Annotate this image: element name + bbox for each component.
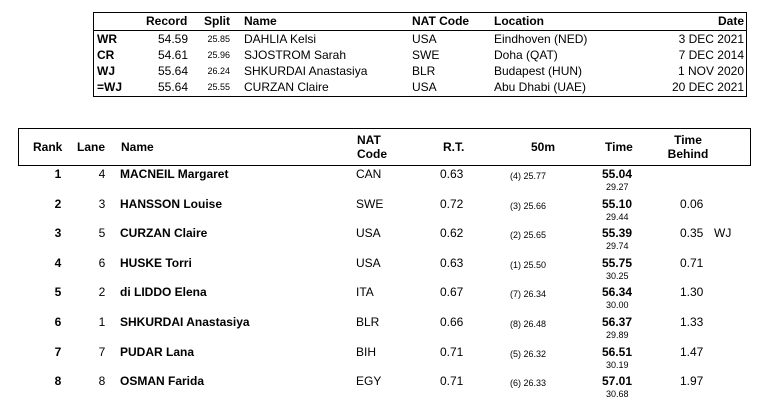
record-row	[94, 63, 746, 79]
record-date: 3 DEC 2021	[678, 32, 744, 46]
result-lane: 2	[98, 285, 106, 300]
result-name: MACNEIL Margaret	[120, 167, 229, 181]
result-note: WJ	[714, 226, 732, 241]
result-split-2: 29.89	[606, 330, 629, 340]
header-rank: Rank	[33, 140, 63, 154]
result-time: 57.01	[602, 374, 633, 389]
header-location: Location	[494, 14, 544, 28]
result-rank: 3	[54, 226, 62, 241]
record-holder: CURZAN Claire	[244, 80, 329, 94]
result-split-2: 29.44	[606, 211, 629, 222]
result-row	[0, 314, 768, 344]
result-time: 55.75	[602, 255, 633, 270]
result-rt: 0.62	[440, 226, 464, 241]
header-nat-code: NAT Code	[412, 14, 470, 28]
result-rank: 8	[54, 374, 62, 389]
result-rt: 0.63	[440, 167, 464, 181]
result-split-2: 30.19	[606, 359, 629, 370]
record-type: CR	[97, 48, 115, 62]
header-record: Record	[146, 14, 188, 28]
result-rt: 0.71	[440, 374, 464, 389]
result-split: (2) 25.65	[510, 230, 547, 241]
result-split: (7) 26.34	[510, 289, 547, 300]
result-lane: 6	[98, 255, 106, 270]
result-time: 56.34	[602, 285, 633, 300]
records-header	[94, 13, 746, 31]
result-nat: USA	[356, 226, 381, 241]
record-split: 25.55	[207, 82, 230, 92]
result-row	[0, 225, 768, 255]
record-time: 55.64	[157, 64, 188, 78]
result-name: OSMAN Farida	[120, 374, 205, 389]
result-lane: 5	[98, 226, 106, 241]
result-nat: USA	[356, 255, 381, 270]
result-behind: 1.47	[680, 344, 704, 359]
record-location: Abu Dhabi (UAE)	[494, 80, 587, 94]
result-rank: 2	[54, 196, 62, 211]
result-split: (8) 26.48	[510, 319, 547, 329]
record-row	[94, 47, 746, 63]
header-name: Name	[121, 140, 154, 154]
result-behind: 0.06	[680, 196, 704, 211]
result-nat: SWE	[356, 196, 384, 211]
result-rank: 6	[54, 315, 62, 329]
record-type: =WJ	[97, 80, 123, 94]
record-type: WJ	[97, 64, 115, 78]
record-type: WR	[97, 32, 117, 46]
result-row	[0, 344, 768, 374]
header-nat: NAT	[357, 133, 381, 147]
result-nat: EGY	[356, 374, 382, 389]
record-nat: USA	[412, 80, 437, 94]
result-row	[0, 255, 768, 285]
record-holder: DAHLIA Kelsi	[244, 32, 317, 46]
header-50m: 50m	[531, 140, 556, 154]
record-location: Doha (QAT)	[494, 48, 558, 62]
result-behind: 1.33	[680, 315, 704, 329]
result-rt: 0.67	[440, 285, 464, 300]
result-lane: 4	[98, 167, 106, 181]
record-date: 7 DEC 2014	[678, 48, 744, 62]
header-date: Date	[717, 14, 744, 28]
record-nat: SWE	[412, 48, 440, 62]
result-nat: BLR	[356, 315, 380, 329]
result-name: HANSSON Louise	[120, 196, 223, 211]
result-lane: 8	[98, 374, 106, 389]
result-split: (5) 26.32	[510, 348, 547, 359]
header-time: Time	[605, 140, 633, 154]
result-time: 56.37	[602, 315, 633, 329]
result-name: PUDAR Lana	[120, 344, 195, 359]
result-name: HUSKE Torri	[120, 255, 192, 270]
result-name: di LIDDO Elena	[120, 285, 207, 300]
records-table	[93, 12, 747, 97]
result-behind: 0.71	[680, 255, 704, 270]
result-lane: 7	[98, 344, 106, 359]
result-split: (4) 25.77	[510, 171, 547, 181]
results-header	[18, 128, 751, 166]
record-nat: USA	[412, 32, 437, 46]
result-lane: 1	[98, 315, 106, 329]
result-split: (6) 26.33	[510, 378, 547, 389]
result-nat: ITA	[356, 285, 374, 300]
result-rt: 0.63	[440, 255, 464, 270]
result-rank: 7	[54, 344, 62, 359]
result-split-2: 29.27	[606, 182, 629, 192]
result-time: 55.04	[602, 167, 633, 181]
result-behind: 1.97	[680, 374, 704, 389]
result-rt: 0.66	[440, 315, 464, 329]
result-behind: 0.35	[680, 226, 704, 241]
result-nat: CAN	[356, 167, 382, 181]
header-code: Code	[357, 147, 387, 161]
record-date: 1 NOV 2020	[677, 64, 744, 78]
result-rt: 0.71	[440, 344, 464, 359]
result-row	[0, 196, 768, 226]
record-split: 25.85	[207, 34, 230, 44]
result-nat: BIH	[356, 344, 377, 359]
record-time: 54.61	[157, 48, 188, 62]
result-behind: 1.30	[680, 285, 704, 300]
result-time: 56.51	[602, 344, 633, 359]
record-time: 55.64	[157, 80, 188, 94]
result-split-2: 30.25	[606, 270, 629, 281]
record-holder: SHKURDAI Anastasiya	[244, 64, 368, 78]
header-time-behind-1: Time	[674, 133, 702, 147]
header-name: Name	[244, 14, 277, 28]
result-row	[0, 166, 768, 196]
result-rank: 5	[54, 285, 62, 300]
header-rt: R.T.	[443, 140, 465, 154]
header-split: Split	[204, 14, 230, 28]
result-row	[0, 284, 768, 314]
record-time: 54.59	[157, 32, 188, 46]
result-row	[0, 373, 768, 403]
record-location: Budapest (HUN)	[494, 64, 583, 78]
header-time-behind-2: Behind	[667, 147, 709, 161]
result-split: (3) 25.66	[510, 200, 547, 211]
record-row	[94, 79, 746, 95]
result-rank: 1	[54, 167, 62, 181]
result-name: SHKURDAI Anastasiya	[120, 315, 250, 329]
result-rt: 0.72	[440, 196, 464, 211]
result-time: 55.10	[602, 196, 633, 211]
result-split: (1) 25.50	[510, 259, 547, 270]
record-nat: BLR	[412, 64, 436, 78]
result-lane: 3	[98, 196, 106, 211]
result-split-2: 29.74	[606, 241, 629, 252]
record-row	[94, 31, 746, 47]
record-split: 25.96	[207, 50, 230, 60]
result-split-2: 30.68	[606, 389, 629, 400]
record-location: Eindhoven (NED)	[494, 32, 588, 46]
record-holder: SJOSTROM Sarah	[244, 48, 347, 62]
record-split: 26.24	[207, 66, 230, 76]
result-rank: 4	[54, 255, 62, 270]
result-time: 55.39	[602, 226, 633, 241]
header-lane: Lane	[77, 140, 106, 154]
result-name: CURZAN Claire	[120, 226, 208, 241]
result-split-2: 30.00	[606, 300, 629, 311]
record-date: 20 DEC 2021	[671, 80, 744, 94]
